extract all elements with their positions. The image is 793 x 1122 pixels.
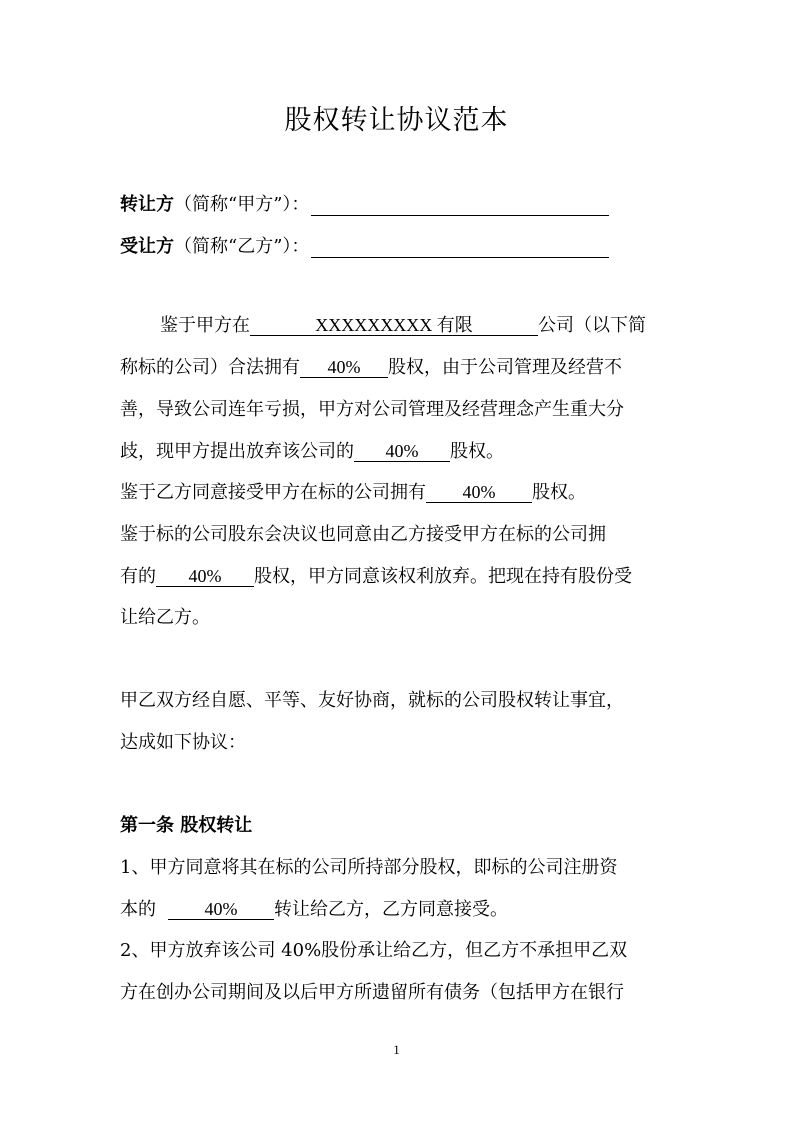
recital-text: 鉴于乙方同意接受甲方在标的公司拥有: [120, 482, 426, 503]
transferee-blank[interactable]: [311, 239, 609, 258]
article-1-clause-1-line-2: [120, 898, 508, 922]
recital-line-4: [120, 440, 504, 464]
recital-text: 股权，甲方同意该权利放弃。把现在持有股份受: [254, 566, 632, 587]
equity-percent-field: 40%: [300, 357, 388, 378]
article-1-heading: 第一条 股权转让: [120, 815, 253, 836]
document-title: 股权转让协议范本: [284, 105, 509, 136]
recital-text: 歧，现甲方提出放弃该公司的: [120, 441, 354, 462]
transferee-line: [120, 232, 609, 258]
agreement-line-2: 达成如下协议：: [120, 732, 246, 753]
clause-text: 本的: [120, 899, 156, 920]
company-name-field: XXXXXXXXX 有限: [250, 315, 538, 336]
transferor-note: （简称“甲方”）：: [174, 194, 310, 215]
transferor-blank[interactable]: [311, 197, 609, 216]
equity-percent-field: 40%: [156, 566, 254, 587]
page-number: 1: [393, 1042, 400, 1057]
recital-line-8: 让给乙方。: [120, 607, 210, 628]
transferee-note: （简称“乙方”）：: [174, 236, 310, 257]
transferor-label: 转让方: [120, 194, 174, 215]
recital-line-1: [160, 314, 646, 338]
recital-text: 股权。: [532, 482, 586, 503]
recital-line-5: [120, 481, 586, 505]
recital-line-2: [120, 356, 622, 380]
equity-percent-field: 40%: [168, 899, 274, 920]
transferee-label: 受让方: [120, 236, 174, 257]
recital-text: 有的: [120, 566, 156, 587]
recital-text: 鉴于甲方在: [160, 315, 250, 336]
recital-text: 股权，由于公司管理及经营不: [388, 357, 622, 378]
equity-percent-field: 40%: [354, 441, 450, 462]
recital-line-6: 鉴于标的公司股东会决议也同意由乙方接受甲方在标的公司拥: [120, 524, 606, 545]
agreement-line-1: 甲乙双方经自愿、平等、友好协商，就标的公司股权转让事宜，: [120, 690, 624, 711]
article-1-clause-2-line-2: 方在创办公司期间及以后甲方所遗留所有债务（包括甲方在银行: [120, 982, 624, 1003]
recital-text: 股权。: [450, 441, 504, 462]
clause-text: 转让给乙方，乙方同意接受。: [274, 899, 508, 920]
recital-text: 公司（以下简: [538, 315, 646, 336]
transferor-line: [120, 190, 609, 216]
article-1-clause-1-line-1: 1、甲方同意将其在标的公司所持部分股权，即标的公司注册资: [120, 857, 618, 878]
article-1-clause-2-line-1: 2、甲方放弃该公司 40%股份承让给乙方，但乙方不承担甲乙双: [120, 940, 628, 961]
recital-text: 称标的公司）合法拥有: [120, 357, 300, 378]
equity-percent-field: 40%: [426, 482, 532, 503]
recital-line-3: 善，导致公司连年亏损，甲方对公司管理及经营理念产生重大分: [120, 399, 624, 420]
recital-line-7: [120, 565, 632, 589]
